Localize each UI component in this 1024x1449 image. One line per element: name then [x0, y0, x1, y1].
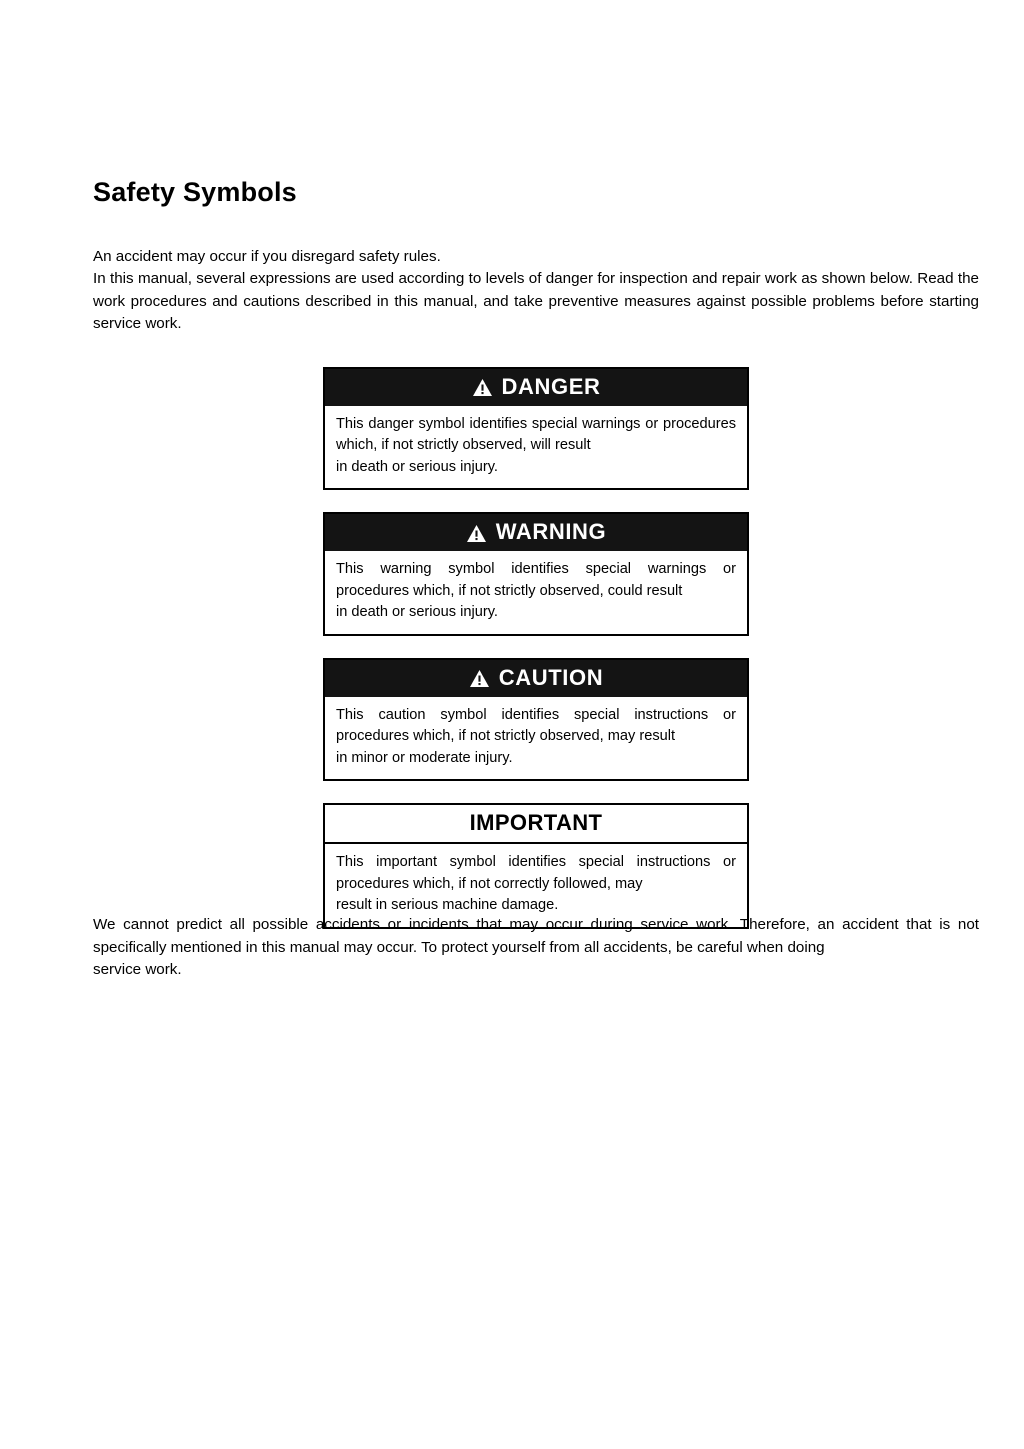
safety-box-important-text: This important symbol identifies special instructions or procedures which, if not correctly followed, may [336, 854, 736, 892]
safety-box-warning-header [325, 514, 747, 551]
safety-box-caution [323, 658, 749, 782]
warning-triangle-icon [466, 524, 487, 543]
outro-text: We cannot predict all possible accidents or incidents that may occur during service work. Therefore, an accident that is not specifically mentioned in this manual may occur. To protect yourself from all accidents, be careful when doing [93, 916, 979, 956]
safety-box-danger-body [325, 406, 747, 488]
safety-box-caution-body [325, 697, 747, 779]
safety-symbol-boxes [93, 367, 979, 929]
safety-box-danger-text-last: in death or serious injury. [336, 458, 498, 475]
safety-box-important-label: IMPORTANT [469, 810, 603, 836]
safety-box-danger-header [325, 369, 747, 406]
safety-box-warning-text-last: in death or serious injury. [336, 604, 498, 621]
safety-box-caution-text-last: in minor or moderate injury. [336, 749, 513, 766]
safety-box-caution-label: CAUTION [498, 664, 604, 690]
safety-box-warning [323, 512, 749, 636]
document-content [93, 178, 979, 929]
page-title: Safety Symbols [93, 177, 297, 207]
intro-line-2: In this manual, several expressions are used according to levels of danger for inspection and repair work as shown below. Read the work procedures and cautions described in this manual, and take preventive measures against possible problems before starting service work. [93, 270, 979, 333]
safety-box-danger [323, 367, 749, 491]
safety-box-warning-label: WARNING [495, 519, 607, 545]
outro-paragraph [93, 914, 979, 982]
warning-triangle-icon [469, 669, 490, 688]
outro-text-last: service work. [93, 961, 182, 978]
safety-box-important [323, 803, 749, 929]
safety-box-danger-text: This danger symbol identifies special warnings or procedures which, if not strictly observed, will result [336, 415, 736, 454]
safety-box-important-header [325, 805, 747, 844]
warning-triangle-icon [472, 378, 493, 397]
safety-box-caution-text: This caution symbol identifies special instructions or procedures which, if not strictly observed, may result [336, 706, 736, 745]
safety-box-warning-body [325, 551, 747, 633]
safety-box-danger-label: DANGER [501, 373, 601, 399]
safety-box-warning-text: This warning symbol identifies special warnings or procedures which, if not strictly observed, could result [336, 561, 736, 599]
intro-line-1: An accident may occur if you disregard safety rules. [93, 247, 441, 265]
safety-box-important-text-last: result in serious machine damage. [336, 897, 559, 914]
intro-paragraph [93, 246, 979, 336]
safety-box-caution-header [325, 660, 747, 697]
